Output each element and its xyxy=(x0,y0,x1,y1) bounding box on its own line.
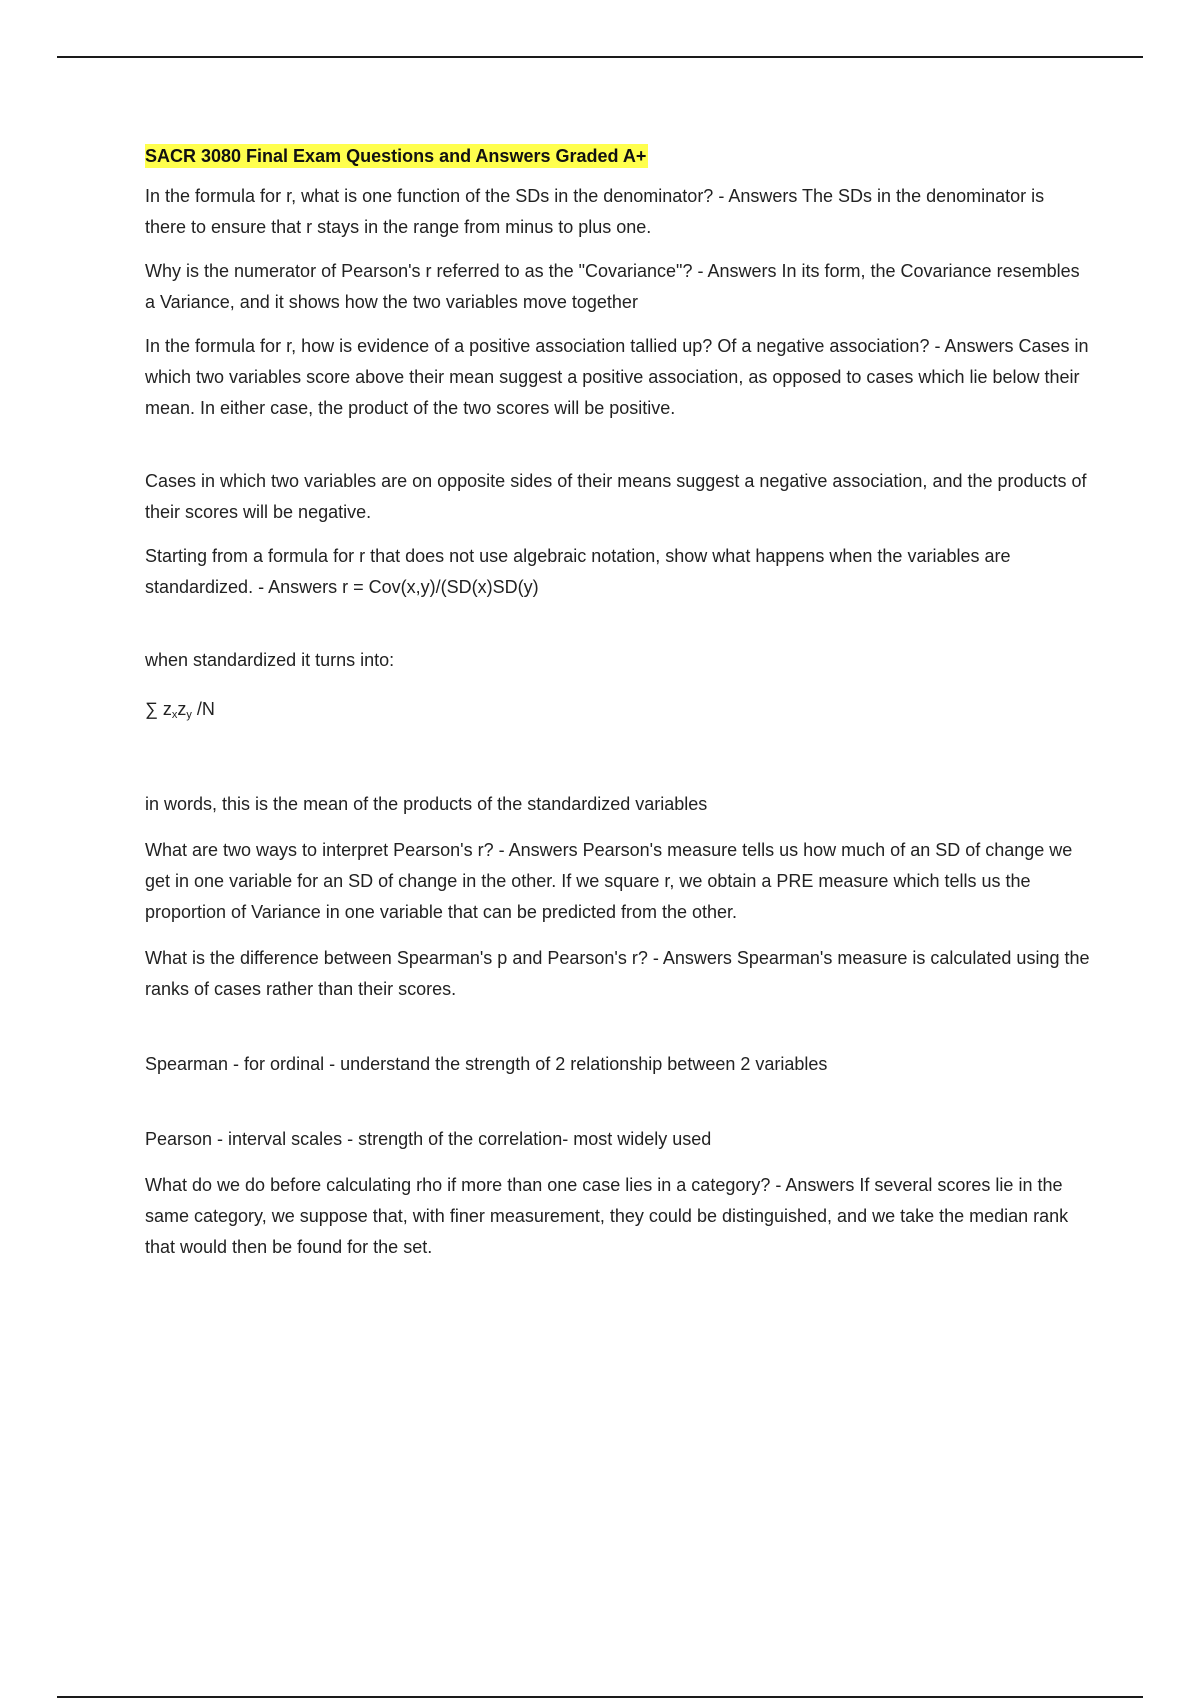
sum-symbol: ∑ xyxy=(145,699,158,719)
top-rule xyxy=(57,56,1143,58)
paragraph-in-words: in words, this is the mean of the products of the standardized variables xyxy=(145,794,708,814)
bottom-rule xyxy=(57,1696,1143,1698)
paragraph-qa-covariance: Why is the numerator of Pearson's r referred to as the "Covariance"? - Answers In its form, the Covariance resembles a Variance, and it shows how the two variables move together xyxy=(145,261,1080,312)
formula-subscript-x: x xyxy=(171,709,178,721)
paragraph-qa-rho-ties: What do we do before calculating rho if more than one case lies in a category? - Answers If several scores lie in the same category, we suppose that, with finer measurement, they could be distinguished, and we take the median rank that would then be found for the set. xyxy=(145,1175,1069,1257)
paragraph-qa-positive-association: In the formula for r, how is evidence of a positive association tallied up? Of a negative association? - Answers Cases in which two variables score above their mean suggest a positive association, as opposed to cases which lie below their mean. In either case, the product of the two scores will be positive. xyxy=(145,336,1089,418)
paragraph-spearman-note: Spearman - for ordinal - understand the strength of 2 relationship between 2 variables xyxy=(145,1054,828,1074)
formula-z2: z xyxy=(177,699,187,719)
paragraph-qa-interpret-pearson: What are two ways to interpret Pearson's r? - Answers Pearson's measure tells us how much of an SD of change we get in one variable for an SD of change in the other. If we square r, we obtain a PRE measure which tells us the proportion of Variance in one variable that can be predicted from the other. xyxy=(145,840,1073,922)
formula-sum-z xyxy=(145,694,1090,731)
document-title: SACR 3080 Final Exam Questions and Answers Graded A+ xyxy=(145,146,647,166)
paragraph-pearson-note: Pearson - interval scales - strength of the correlation- most widely used xyxy=(145,1129,712,1149)
paragraph-qa-sds-denominator: In the formula for r, what is one function of the SDs in the denominator? - Answers The SDs in the denominator is there to ensure that r stays in the range from minus to plus one. xyxy=(145,186,1045,237)
paragraph-qa-standardized: Starting from a formula for r that does not use algebraic notation, show what happens when the variables are standardized. - Answers r = Cov(x,y)/(SD(x)SD(y) xyxy=(145,546,1011,597)
formula-subscript-y: y xyxy=(186,709,192,721)
paragraph-negative-association: Cases in which two variables are on opposite sides of their means suggest a negative association, and the products of their scores will be negative. xyxy=(145,471,1087,522)
formula-z1: z xyxy=(162,699,172,719)
formula-divide-n: /N xyxy=(191,699,215,719)
document-body xyxy=(145,144,1090,1263)
paragraph-qa-spearman-vs-pearson: What is the difference between Spearman's p and Pearson's r? - Answers Spearman's measure is calculated using the ranks of cases rather than their scores. xyxy=(145,948,1090,999)
paragraph-when-standardized: when standardized it turns into: xyxy=(145,650,395,670)
